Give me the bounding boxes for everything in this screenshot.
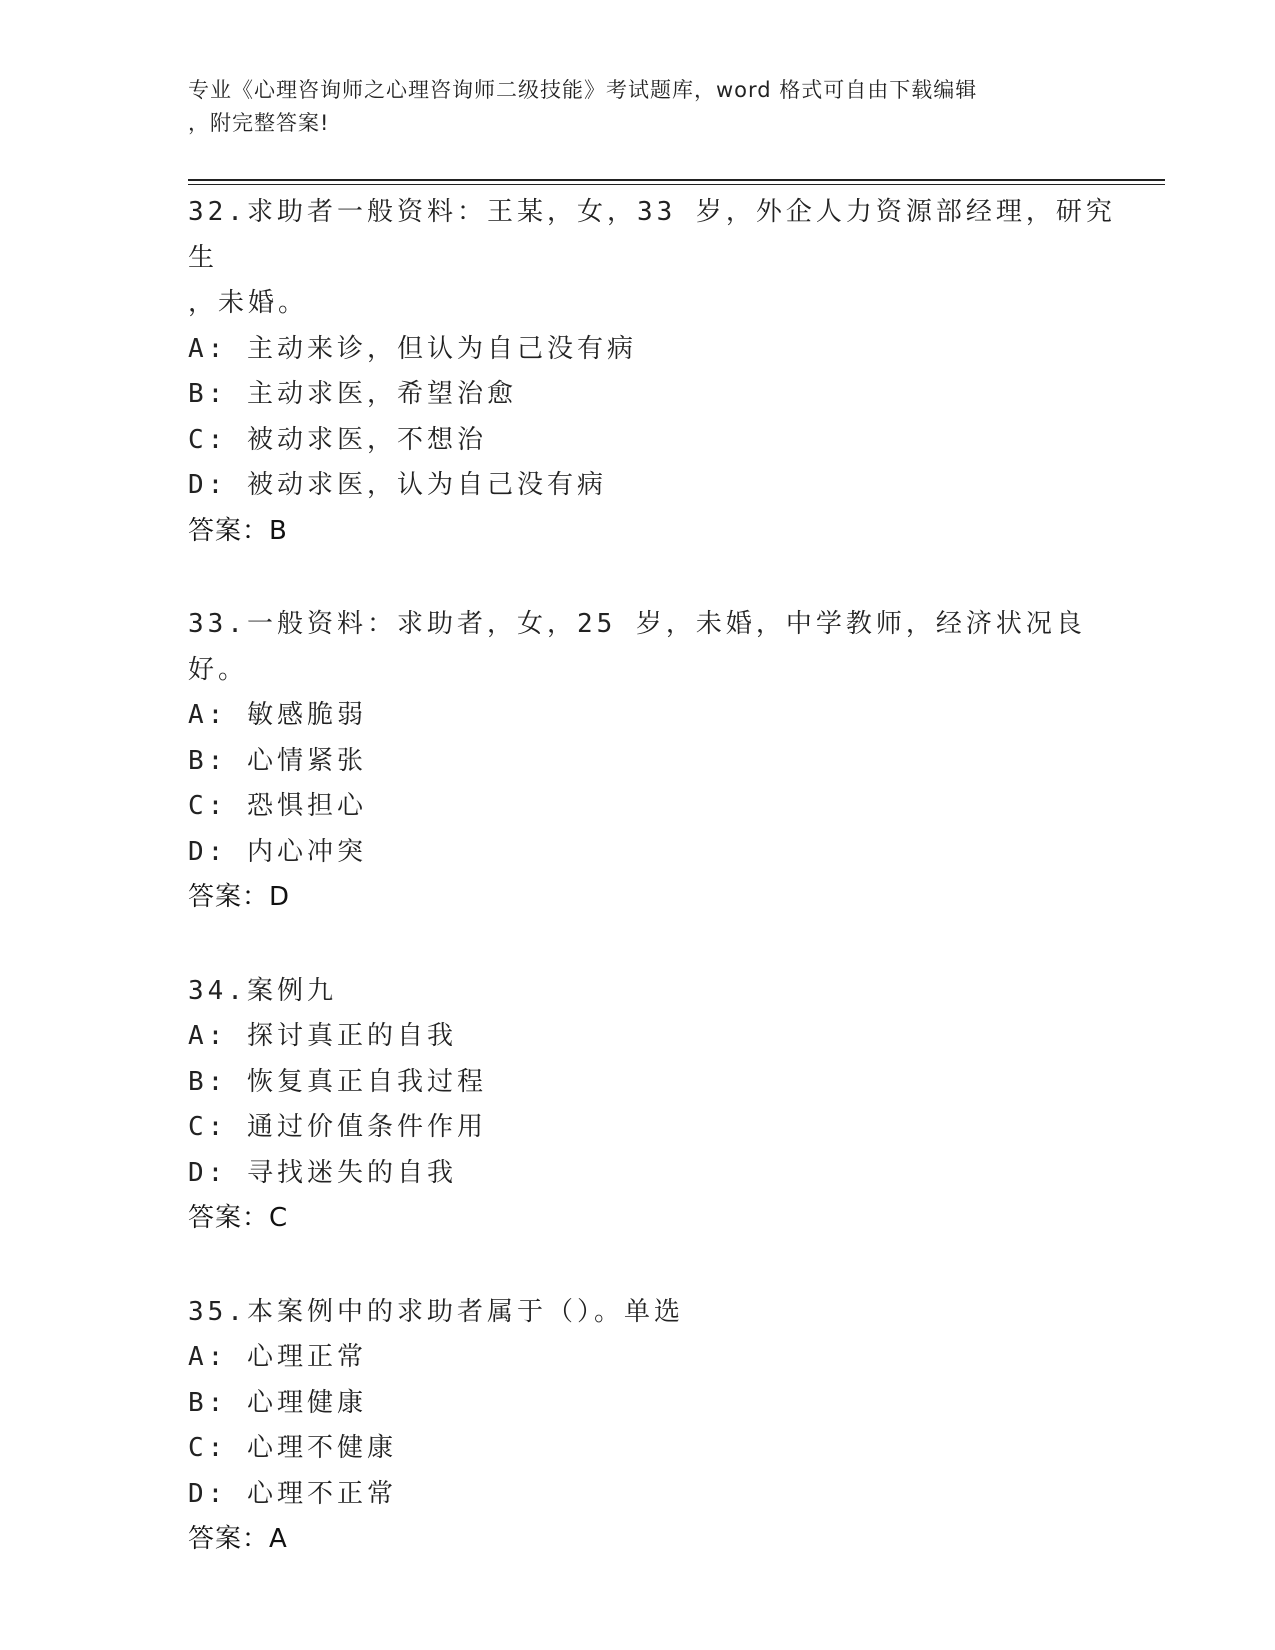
option-d: D: 心理不正常 [188,1478,397,1509]
header-line-1: 专业《心理咨询师之心理咨询师二级技能》考试题库，word 格式可自由下载编辑 [188,78,978,102]
header-divider-thin [188,184,1165,185]
question-35 [188,1290,1128,1563]
answer-line: 答案：D [188,882,291,912]
option-a: A: 主动来诊，但认为自己没有病 [188,333,637,364]
option-b: B: 心情紧张 [188,745,367,776]
option-c: C: 恐惧担心 [188,791,367,821]
option-d: D: 寻找迷失的自我 [188,1157,457,1188]
option-c: C: 心理不健康 [188,1433,397,1463]
document-header [188,74,1088,140]
question-32 [188,190,1128,554]
option-c: C: 被动求医，不想治 [188,424,487,455]
option-c: C: 通过价值条件作用 [188,1112,487,1142]
header-divider-thick [188,179,1165,181]
question-stem: 35.本案例中的求助者属于（）。单选 [188,1296,684,1327]
question-stem-continued: ，未婚。 [188,288,309,318]
option-a: A: 心理正常 [188,1342,367,1372]
header-line-2: ，附完整答案! [188,111,330,135]
option-d: D: 被动求医，认为自己没有病 [188,470,607,500]
question-stem: 34.案例九 [188,975,337,1006]
option-a: A: 探讨真正的自我 [188,1021,457,1051]
option-b: B: 心理健康 [188,1387,367,1418]
option-b: B: 主动求医，希望治愈 [188,379,517,409]
question-33 [188,602,1128,921]
answer-line: 答案：B [188,515,288,546]
option-d: D: 内心冲突 [188,836,367,867]
question-stem: 32.求助者一般资料：王某，女，33 岁，外企人力资源部经理，研究生 [188,197,1116,273]
answer-line: 答案：A [188,1524,288,1554]
question-stem: 33.一般资料：求助者，女，25 岁，未婚，中学教师，经济状况良好。 [188,609,1086,685]
option-b: B: 恢复真正自我过程 [188,1066,487,1097]
option-a: A: 敏感脆弱 [188,700,367,730]
question-list [188,190,1128,1611]
answer-line: 答案：C [188,1203,289,1233]
question-34 [188,969,1128,1242]
